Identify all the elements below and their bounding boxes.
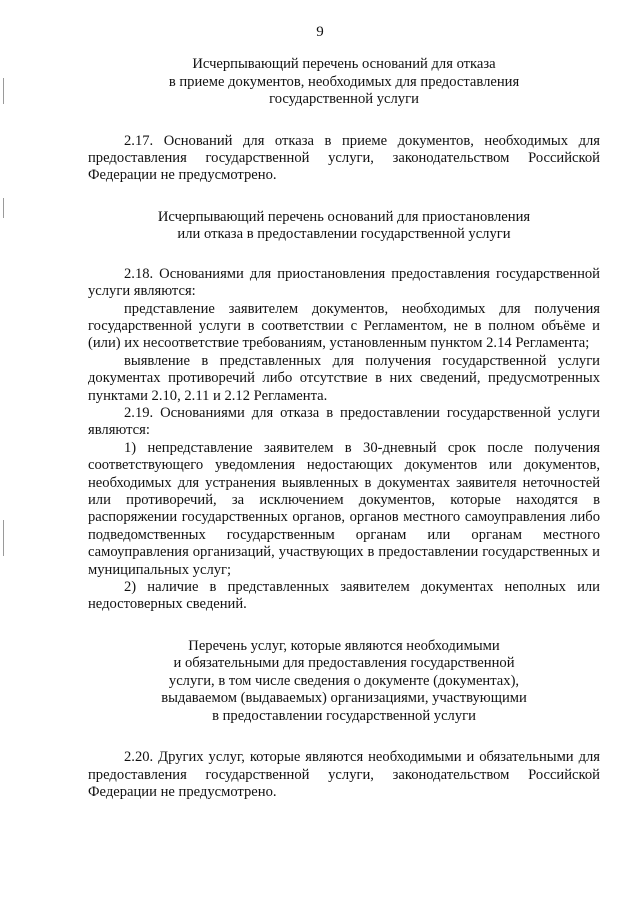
paragraph-2-18-item-incomplete: представление заявителем документов, необходимых для получения государственной услуги в соответствии с Регламентом, не в полном объёме и (или) их несоответствие требованиям, установленным пунктом 2.14 Регламента; — [88, 300, 600, 352]
heading-line: в приеме документов, необходимых для предоставления — [168, 73, 520, 90]
document-body — [88, 56, 600, 802]
page-number: 9 — [316, 24, 324, 40]
heading-line: или отказа в предоставлении государственной услуги — [177, 226, 511, 243]
section-heading-refusal-acceptance — [88, 56, 600, 109]
paragraph-2-20: 2.20. Других услуг, которые являются необходимыми и обязательными для предоставления государственной услуги, законодательством Российской Федерации не предусмотрено. — [88, 749, 600, 801]
scan-margin-mark-top — [3, 78, 4, 104]
paragraph-2-18-item-contradictions: выявление в представленных для получения государственной услуги документах противоречий либо отсутствие в них сведений, предусмотренных пунктами 2.10, 2.11 и 2.12 Регламента. — [88, 352, 600, 404]
heading-line: в предоставлении государственной услуги — [212, 707, 476, 724]
heading-line: услуги, в том числе сведения о документе (документах), — [168, 672, 520, 689]
paragraph-2-19-item-1: 1) непредставление заявителем в 30-дневный срок после получения соответствующего уведомления недостающих документов или документов, необходимых для устранения выявленных в документах заявителя неточностей или противоречий, за исключением документов, которые находятся в распоряжении государственных органов, органов местного самоуправления либо подведомственных государственным органам или органам местного самоуправления организаций, участвующих в предоставлении государственных и муниципальных услуг; — [88, 439, 600, 578]
heading-line: государственной услуги — [269, 91, 419, 107]
paragraph-2-17: 2.17. Оснований для отказа в приеме документов, необходимых для предоставления государственной услуги, законодательством Российской Федерации не предусмотрено. — [88, 132, 600, 184]
heading-line: выдаваемом (выдаваемых) организациями, участвующими — [161, 690, 527, 707]
heading-line: Перечень услуг, которые являются необходимыми — [188, 637, 500, 654]
paragraph-2-19-item-2: 2) наличие в представленных заявителем документах неполных или недостоверных сведений. — [88, 579, 600, 613]
scan-margin-mark-middle — [3, 198, 4, 218]
paragraph-2-19: 2.19. Основаниями для отказа в предоставлении государственной услуги являются: — [88, 404, 600, 439]
paragraph-2-18: 2.18. Основаниями для приостановления предоставления государственной услуги являются: — [88, 265, 600, 300]
heading-line: и обязательными для предоставления государственной — [173, 655, 515, 672]
section-heading-required-services — [88, 638, 600, 726]
section-heading-suspension-refusal — [88, 209, 600, 244]
heading-line: Исчерпывающий перечень оснований для отказа — [192, 56, 496, 72]
scan-margin-mark-bottom — [3, 520, 4, 556]
heading-line: Исчерпывающий перечень оснований для приостановления — [157, 208, 531, 225]
